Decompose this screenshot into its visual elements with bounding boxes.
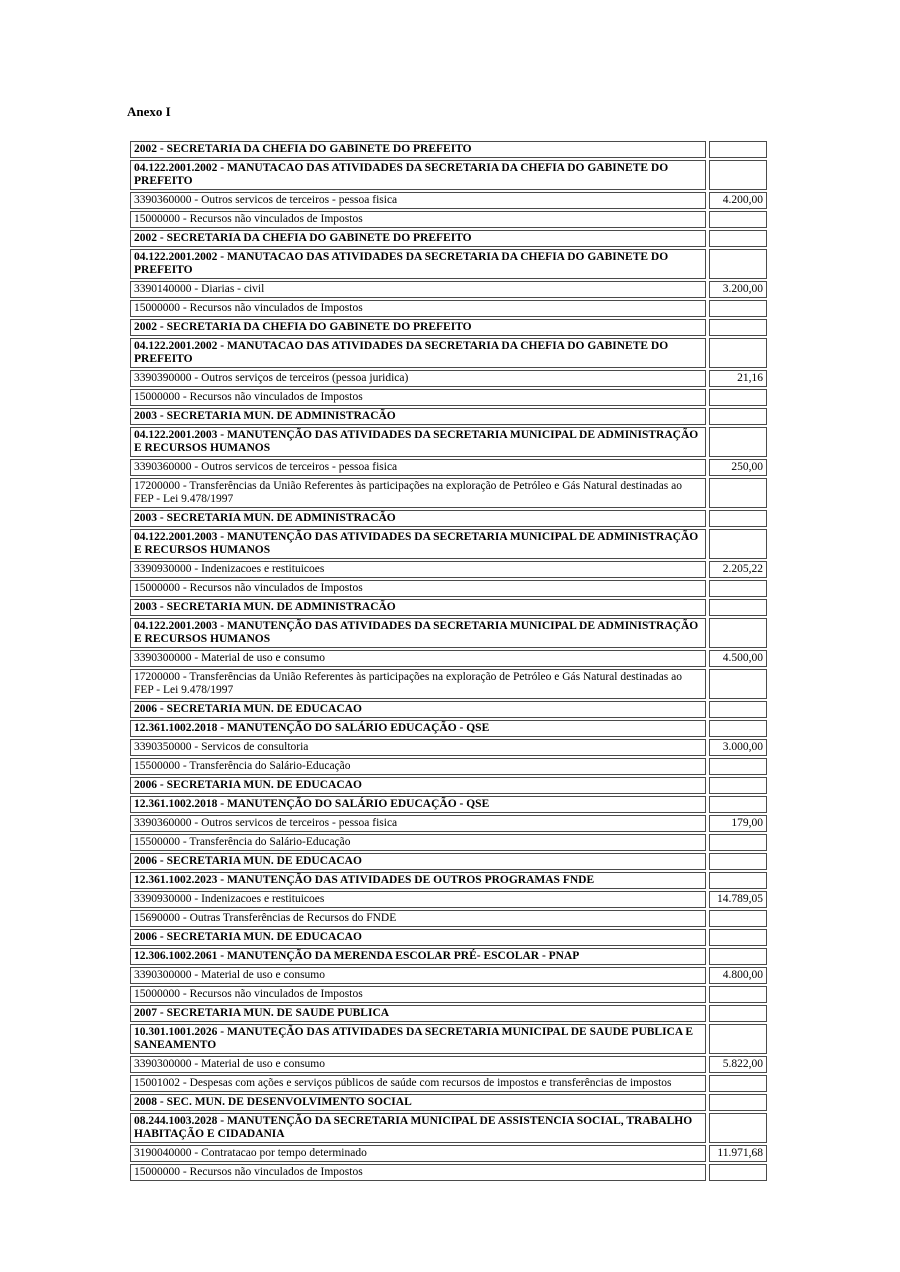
row-value — [709, 338, 767, 368]
row-value — [709, 599, 767, 616]
row-value — [709, 986, 767, 1003]
row-text: 2006 - SECRETARIA MUN. DE EDUCACAO — [130, 853, 706, 870]
table-row-secretaria — [130, 319, 767, 336]
row-value — [709, 1024, 767, 1054]
row-value — [709, 230, 767, 247]
row-value — [709, 720, 767, 737]
row-value — [709, 249, 767, 279]
row-text: 15000000 - Recursos não vinculados de Impostos — [130, 986, 706, 1003]
row-text: 15000000 - Recursos não vinculados de Impostos — [130, 211, 706, 228]
row-value — [709, 529, 767, 559]
row-value — [709, 758, 767, 775]
table-row-secretaria — [130, 777, 767, 794]
row-text: 12.361.1002.2018 - MANUTENÇÃO DO SALÁRIO EDUCAÇÃO - QSE — [130, 720, 706, 737]
row-value: 250,00 — [709, 459, 767, 476]
row-value — [709, 948, 767, 965]
row-text: 08.244.1003.2028 - MANUTENÇÃO DA SECRETARIA MUNICIPAL DE ASSISTENCIA SOCIAL, TRABALHO HABITAÇÃO E CIDADANIA — [130, 1113, 706, 1143]
table-row-despesa — [130, 370, 767, 387]
row-text: 12.306.1002.2061 - MANUTENÇÃO DA MERENDA ESCOLAR PRÉ- ESCOLAR - PNAP — [130, 948, 706, 965]
row-value — [709, 211, 767, 228]
table-row-fonte — [130, 910, 767, 927]
table-row-fonte — [130, 478, 767, 508]
row-text: 15500000 - Transferência do Salário-Educação — [130, 834, 706, 851]
row-text: 2003 - SECRETARIA MUN. DE ADMINISTRACÃO — [130, 599, 706, 616]
row-text: 15690000 - Outras Transferências de Recursos do FNDE — [130, 910, 706, 927]
table-row-secretaria — [130, 929, 767, 946]
table-row-secretaria — [130, 230, 767, 247]
table-row-despesa — [130, 281, 767, 298]
row-text: 2006 - SECRETARIA MUN. DE EDUCACAO — [130, 777, 706, 794]
row-value — [709, 1005, 767, 1022]
row-text: 3190040000 - Contratacao por tempo determinado — [130, 1145, 706, 1162]
row-text: 10.301.1001.2026 - MANUTEÇÃO DAS ATIVIDADES DA SECRETARIA MUNICIPAL DE SAUDE PUBLICA E SANEAMENTO — [130, 1024, 706, 1054]
table-row-secretaria — [130, 510, 767, 527]
row-text: 12.361.1002.2023 - MANUTENÇÃO DAS ATIVIDADES DE OUTROS PROGRAMAS FNDE — [130, 872, 706, 889]
row-text: 15000000 - Recursos não vinculados de Impostos — [130, 389, 706, 406]
table-row-fonte — [130, 211, 767, 228]
table-row-despesa — [130, 891, 767, 908]
table-row-programa — [130, 872, 767, 889]
row-text: 2007 - SECRETARIA MUN. DE SAUDE PUBLICA — [130, 1005, 706, 1022]
row-value — [709, 777, 767, 794]
row-value: 4.800,00 — [709, 967, 767, 984]
row-text: 3390930000 - Indenizacoes e restituicoes — [130, 891, 706, 908]
row-text: 2002 - SECRETARIA DA CHEFIA DO GABINETE DO PREFEITO — [130, 230, 706, 247]
row-text: 17200000 - Transferências da União Referentes às participações na exploração de Petróleo e Gás Natural destinadas ao FEP - Lei 9.478/1997 — [130, 478, 706, 508]
row-text: 15000000 - Recursos não vinculados de Impostos — [130, 580, 706, 597]
table-row-fonte — [130, 986, 767, 1003]
table-row-programa — [130, 796, 767, 813]
table-row-fonte — [130, 580, 767, 597]
row-value — [709, 929, 767, 946]
row-value — [709, 319, 767, 336]
table-row-fonte — [130, 300, 767, 317]
table-row-programa — [130, 1024, 767, 1054]
row-value: 4.200,00 — [709, 192, 767, 209]
table-row-secretaria — [130, 408, 767, 425]
table-row-despesa — [130, 1056, 767, 1073]
row-value — [709, 160, 767, 190]
row-text: 3390350000 - Servicos de consultoria — [130, 739, 706, 756]
row-value: 2.205,22 — [709, 561, 767, 578]
table-row-programa — [130, 720, 767, 737]
row-value — [709, 408, 767, 425]
table-row-despesa — [130, 967, 767, 984]
row-text: 2002 - SECRETARIA DA CHEFIA DO GABINETE DO PREFEITO — [130, 319, 706, 336]
page-title: Anexo I — [127, 104, 171, 119]
table-row-fonte — [130, 389, 767, 406]
row-text: 2003 - SECRETARIA MUN. DE ADMINISTRACÃO — [130, 408, 706, 425]
row-text: 2003 - SECRETARIA MUN. DE ADMINISTRACÃO — [130, 510, 706, 527]
row-value — [709, 1164, 767, 1181]
table-row-programa — [130, 427, 767, 457]
table-row-programa — [130, 160, 767, 190]
row-text: 15001002 - Despesas com ações e serviços públicos de saúde com recursos de impostos e transferências de impostos — [130, 1075, 706, 1092]
table-row-despesa — [130, 561, 767, 578]
table-row-fonte — [130, 758, 767, 775]
row-text: 2008 - SEC. MUN. DE DESENVOLVIMENTO SOCIAL — [130, 1094, 706, 1111]
row-text: 04.122.2001.2003 - MANUTENÇÃO DAS ATIVIDADES DA SECRETARIA MUNICIPAL DE ADMINISTRAÇÃO E RECURSOS HUMANOS — [130, 529, 706, 559]
row-text: 04.122.2001.2002 - MANUTACAO DAS ATIVIDADES DA SECRETARIA DA CHEFIA DO GABINETE DO PREFEITO — [130, 338, 706, 368]
table-row-programa — [130, 948, 767, 965]
table-row-secretaria — [130, 141, 767, 158]
row-value — [709, 427, 767, 457]
table-row-despesa — [130, 459, 767, 476]
row-text: 15000000 - Recursos não vinculados de Impostos — [130, 300, 706, 317]
table-row-fonte — [130, 834, 767, 851]
row-text: 2006 - SECRETARIA MUN. DE EDUCACAO — [130, 701, 706, 718]
table-row-secretaria — [130, 599, 767, 616]
table-row-programa — [130, 1113, 767, 1143]
table-row-programa — [130, 249, 767, 279]
row-text: 3390390000 - Outros serviços de terceiros (pessoa juridica) — [130, 370, 706, 387]
row-value — [709, 618, 767, 648]
table-row-despesa — [130, 192, 767, 209]
row-text: 3390300000 - Material de uso e consumo — [130, 650, 706, 667]
table-row-fonte — [130, 1164, 767, 1181]
table-row-programa — [130, 529, 767, 559]
row-value — [709, 478, 767, 508]
row-value — [709, 141, 767, 158]
row-text: 15500000 - Transferência do Salário-Educação — [130, 758, 706, 775]
table-row-fonte — [130, 669, 767, 699]
row-value — [709, 1075, 767, 1092]
row-value — [709, 389, 767, 406]
row-text: 04.122.2001.2003 - MANUTENÇÃO DAS ATIVIDADES DA SECRETARIA MUNICIPAL DE ADMINISTRAÇÃO E RECURSOS HUMANOS — [130, 618, 706, 648]
row-value — [709, 300, 767, 317]
table-row-fonte — [130, 1075, 767, 1092]
row-value: 179,00 — [709, 815, 767, 832]
row-text: 3390360000 - Outros servicos de terceiros - pessoa fisica — [130, 815, 706, 832]
row-text: 3390300000 - Material de uso e consumo — [130, 967, 706, 984]
row-text: 3390300000 - Material de uso e consumo — [130, 1056, 706, 1073]
table-row-secretaria — [130, 1005, 767, 1022]
row-value — [709, 834, 767, 851]
table-row-secretaria — [130, 853, 767, 870]
table-row-programa — [130, 618, 767, 648]
row-value: 21,16 — [709, 370, 767, 387]
row-value: 5.822,00 — [709, 1056, 767, 1073]
row-value — [709, 853, 767, 870]
row-text: 3390360000 - Outros servicos de terceiros - pessoa fisica — [130, 192, 706, 209]
table-row-despesa — [130, 650, 767, 667]
row-text: 3390930000 - Indenizacoes e restituicoes — [130, 561, 706, 578]
row-text: 04.122.2001.2002 - MANUTACAO DAS ATIVIDADES DA SECRETARIA DA CHEFIA DO GABINETE DO PREFEITO — [130, 160, 706, 190]
budget-table — [127, 139, 770, 1183]
row-text: 04.122.2001.2002 - MANUTACAO DAS ATIVIDADES DA SECRETARIA DA CHEFIA DO GABINETE DO PREFEITO — [130, 249, 706, 279]
table-row-despesa — [130, 739, 767, 756]
row-text: 2002 - SECRETARIA DA CHEFIA DO GABINETE DO PREFEITO — [130, 141, 706, 158]
row-value — [709, 872, 767, 889]
row-value: 3.000,00 — [709, 739, 767, 756]
row-text: 3390140000 - Diarias - civil — [130, 281, 706, 298]
row-value: 4.500,00 — [709, 650, 767, 667]
table-row-programa — [130, 338, 767, 368]
row-value — [709, 1113, 767, 1143]
row-text: 3390360000 - Outros servicos de terceiros - pessoa fisica — [130, 459, 706, 476]
row-text: 17200000 - Transferências da União Referentes às participações na exploração de Petróleo e Gás Natural destinadas ao FEP - Lei 9.478/1997 — [130, 669, 706, 699]
table-row-secretaria — [130, 701, 767, 718]
row-value: 3.200,00 — [709, 281, 767, 298]
row-text: 04.122.2001.2003 - MANUTENÇÃO DAS ATIVIDADES DA SECRETARIA MUNICIPAL DE ADMINISTRAÇÃO E RECURSOS HUMANOS — [130, 427, 706, 457]
row-value — [709, 910, 767, 927]
row-value — [709, 701, 767, 718]
row-value — [709, 580, 767, 597]
row-value — [709, 510, 767, 527]
row-value — [709, 796, 767, 813]
table-row-despesa — [130, 1145, 767, 1162]
row-value: 11.971,68 — [709, 1145, 767, 1162]
row-value — [709, 1094, 767, 1111]
table-row-secretaria — [130, 1094, 767, 1111]
row-value — [709, 669, 767, 699]
row-text: 2006 - SECRETARIA MUN. DE EDUCACAO — [130, 929, 706, 946]
budget-table-body — [130, 141, 767, 1181]
row-value: 14.789,05 — [709, 891, 767, 908]
table-row-despesa — [130, 815, 767, 832]
row-text: 12.361.1002.2018 - MANUTENÇÃO DO SALÁRIO EDUCAÇÃO - QSE — [130, 796, 706, 813]
row-text: 15000000 - Recursos não vinculados de Impostos — [130, 1164, 706, 1181]
